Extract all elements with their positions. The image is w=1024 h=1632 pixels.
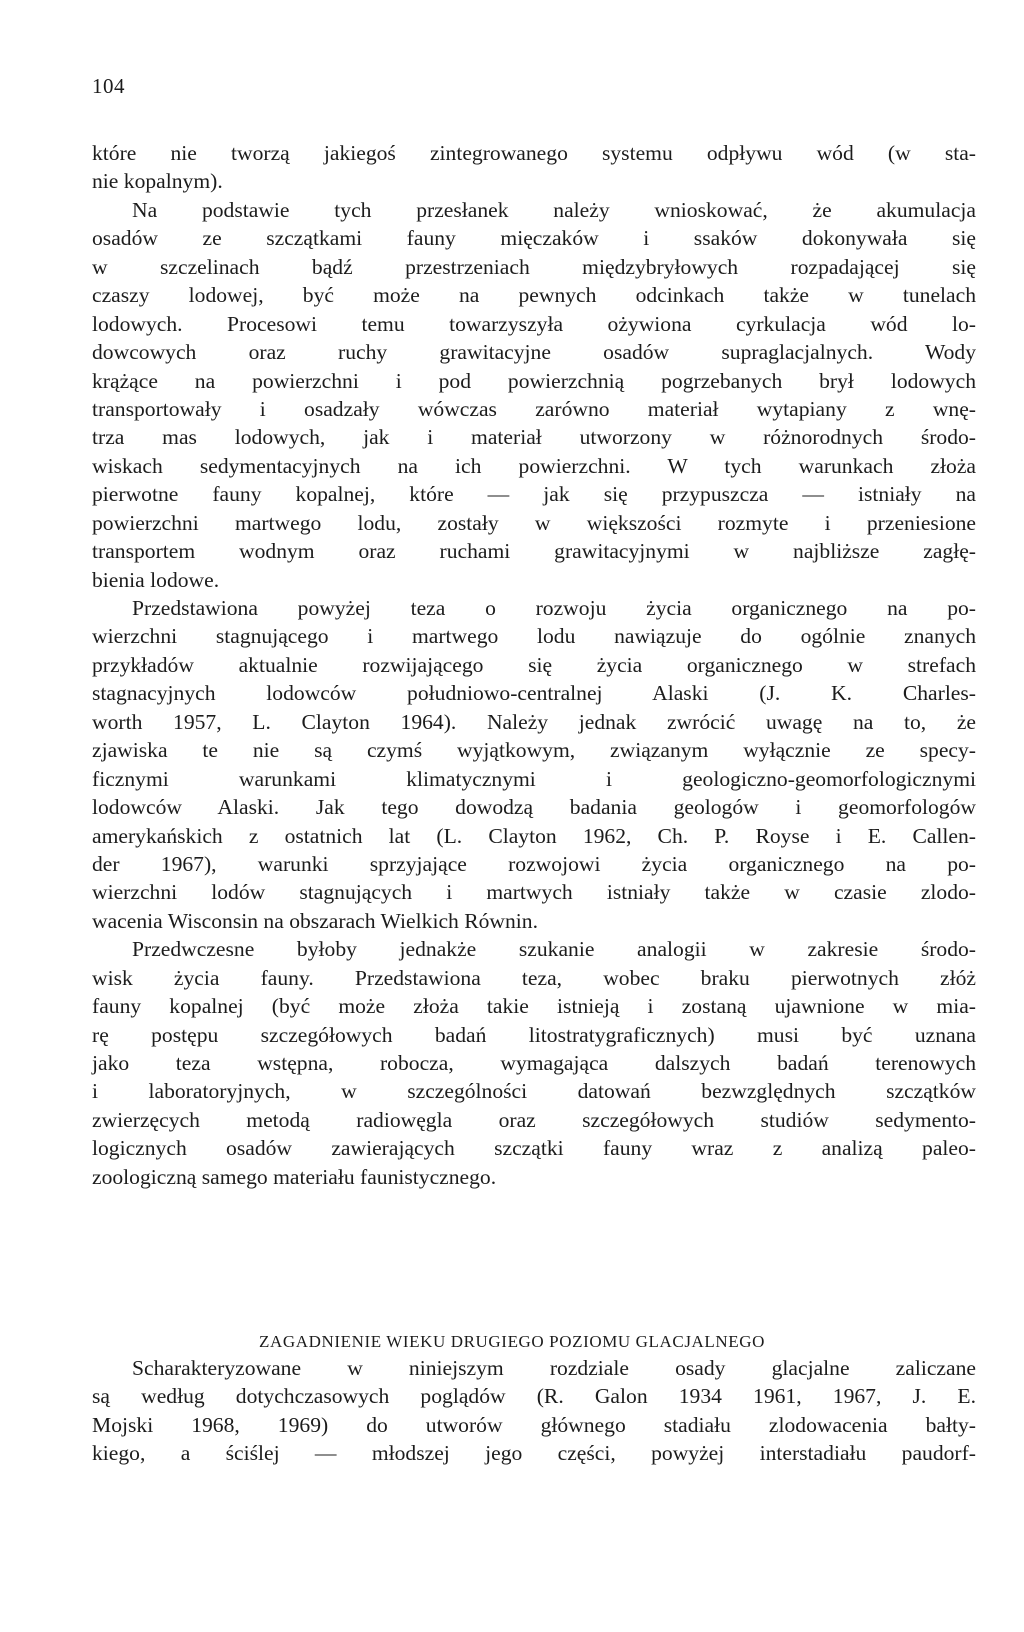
text-line: zjawiska te nie są czymś wyjątkowym, związanym wyłącznie ze specy- <box>92 738 976 763</box>
text-line: i laboratoryjnych, w szczególności datowań bezwzględnych szczątków <box>92 1079 976 1104</box>
text-line: wierzchni stagnującego i martwego lodu nawiązuje do ogólnie znanych <box>92 624 976 649</box>
text-line: czaszy lodowej, być może na pewnych odcinkach także w tunelach <box>92 283 976 308</box>
text-line: bienia lodowe. <box>92 567 220 592</box>
text-line: krążące na powierzchni i pod powierzchnią pogrzebanych brył lodowych <box>92 368 976 393</box>
text-line: transportowały i osadzały wówczas zarówno materiał wytapiany z wnę- <box>92 396 976 421</box>
text-line: wierzchni lodów stagnujących i martwych istniały także w czasie zlodo- <box>92 880 976 905</box>
text-line: Na podstawie tych przesłanek należy wnioskować, że akumulacja <box>132 197 976 222</box>
text-line: zwierzęcych metodą radiowęgla oraz szczegółowych studiów sedymento- <box>92 1107 976 1132</box>
page-number: 104 <box>92 74 125 98</box>
text-line: jako teza wstępna, robocza, wymagająca dalszych badań terenowych <box>92 1051 976 1075</box>
text-line: transportem wodnym oraz ruchami grawitacyjnymi w najbliższe zagłę- <box>92 539 976 564</box>
text-line: kiego, a ściślej — młodszej jego części, powyżej interstadiału paudorf- <box>92 1441 976 1466</box>
text-line: worth 1957, L. Clayton 1964). Należy jednak zwrócić uwagę na to, że <box>92 709 976 734</box>
text-line: fauny kopalnej (być może złoża takie istnieją i zostaną ujawnione w mia- <box>92 994 976 1019</box>
text-line: der 1967), warunki sprzyjające rozwojowi życia organicznego na po- <box>92 851 976 876</box>
text-line: wiskach sedymentacyjnych na ich powierzchni. W tych warunkach złoża <box>92 453 976 478</box>
text-line: wisk życia fauny. Przedstawiona teza, wobec braku pierwotnych złóż <box>92 965 976 990</box>
text-line: lodowych. Procesowi temu towarzyszyła ożywiona cyrkulacja wód lo- <box>92 311 976 336</box>
body-text-main <box>92 139 976 1191</box>
text-line: są według dotychczasowych poglądów (R. Galon 1934 1961, 1967, J. E. <box>92 1384 976 1409</box>
text-line: stagnacyjnych lodowców południowo-centralnej Alaski (J. K. Charles- <box>92 681 976 706</box>
text-line: Scharakteryzowane w niniejszym rozdziale osady glacjalne zaliczane <box>132 1356 976 1380</box>
text-line: powierzchni martwego lodu, zostały w większości rozmyte i przeniesione <box>92 510 976 535</box>
text-line: lodowców Alaski. Jak tego dowodzą badania geologów i geomorfologów <box>92 795 976 820</box>
text-line: trza mas lodowych, jak i materiał utworzony w różnorodnych środo- <box>92 425 976 450</box>
text-line: przykładów aktualnie rozwijającego się życia organicznego w strefach <box>92 652 976 677</box>
text-line: ficznymi warunkami klimatycznymi i geologiczno-geomorfologicznymi <box>92 766 976 791</box>
text-line: wacenia Wisconsin na obszarach Wielkich Równin. <box>92 908 539 933</box>
text-line: dowcowych oraz ruchy grawitacyjne osadów supraglacjalnych. Wody <box>92 340 976 365</box>
text-line: logicznych osadów zawierających szczątki fauny wraz z analizą paleo- <box>92 1136 976 1161</box>
text-line: Przedstawiona powyżej teza o rozwoju życia organicznego na po- <box>132 596 976 620</box>
text-line: pierwotne fauny kopalnej, które — jak się przypuszcza — istniały na <box>92 482 976 507</box>
body-text-section <box>92 1354 976 1468</box>
text-line: rę postępu szczegółowych badań litostratygraficznych) musi być uznana <box>92 1022 976 1047</box>
text-line: w szczelinach bądź przestrzeniach międzybryłowych rozpadającej się <box>92 254 976 279</box>
text-line: zoologiczną samego materiału faunistycznego. <box>92 1164 497 1189</box>
section-heading: ZAGADNIENIE WIEKU DRUGIEGO POZIOMU GLACJALNEGO <box>258 1332 766 1351</box>
text-line: które nie tworzą jakiegoś zintegrowanego systemu odpływu wód (w sta- <box>92 141 976 165</box>
text-line: Mojski 1968, 1969) do utworów głównego stadiału zlodowacenia bałty- <box>92 1412 976 1437</box>
text-line: osadów ze szczątkami fauny mięczaków i ssaków dokonywała się <box>92 226 976 251</box>
text-line: Przedwczesne byłoby jednakże szukanie analogii w zakresie środo- <box>132 937 976 962</box>
text-line: amerykańskich z ostatnich lat (L. Clayton 1962, Ch. P. Royse i E. Callen- <box>92 823 976 848</box>
text-line: nie kopalnym). <box>92 169 223 194</box>
